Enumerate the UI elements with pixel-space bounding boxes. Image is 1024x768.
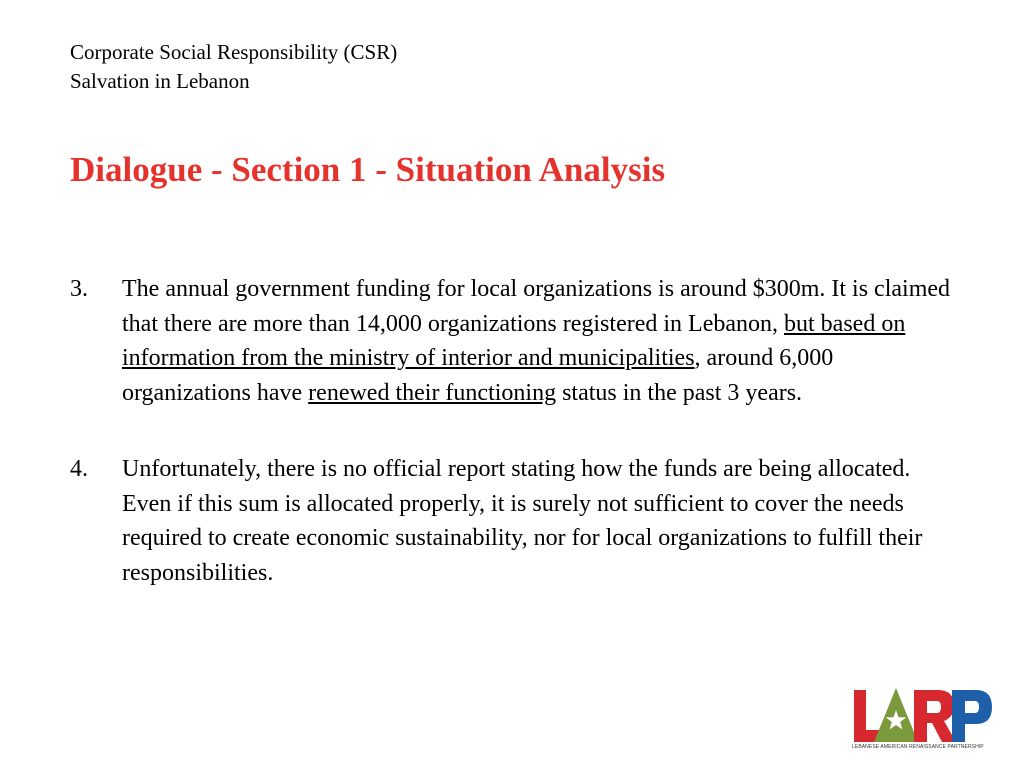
logo-letter-r xyxy=(914,690,956,742)
item-number: 3. xyxy=(70,276,88,302)
item-text-part: The annual government funding for local organizations is around $300m. It is claimed that there are more than 14,000 organizations registered in Lebanon, xyxy=(122,276,951,337)
item-text: Unfortunately, there is no official report stating how the funds are being allocated. Even if this sum is allocated properly, it is surely not sufficient to cover the needs required to create economic sustainability, nor for local organizations to fulfill their responsibilities. xyxy=(122,456,923,586)
slide-header xyxy=(70,38,397,96)
content-list xyxy=(70,272,950,590)
underlined-text: renewed their functioning xyxy=(308,379,557,406)
slide-title: Dialogue - Section 1 - Situation Analysis xyxy=(70,150,666,189)
item-number: 4. xyxy=(70,456,88,482)
header-line-2: Salvation in Lebanon xyxy=(70,69,250,93)
item-text-part: status in the past 3 years. xyxy=(556,379,803,406)
list-item xyxy=(70,272,950,410)
list-item xyxy=(70,452,950,590)
logo-caption: LEBANESE AMERICAN RENAISSANCE PARTNERSHIP xyxy=(852,744,984,750)
item-text xyxy=(122,276,950,406)
item-text-part: , around 6,000 organizations have xyxy=(122,345,834,406)
underlined-text: but based on information from the ministry of interior and municipalities xyxy=(122,310,906,371)
header-line-1: Corporate Social Responsibility (CSR) xyxy=(70,40,398,64)
larp-logo xyxy=(852,686,994,746)
logo-letter-p xyxy=(952,690,992,742)
